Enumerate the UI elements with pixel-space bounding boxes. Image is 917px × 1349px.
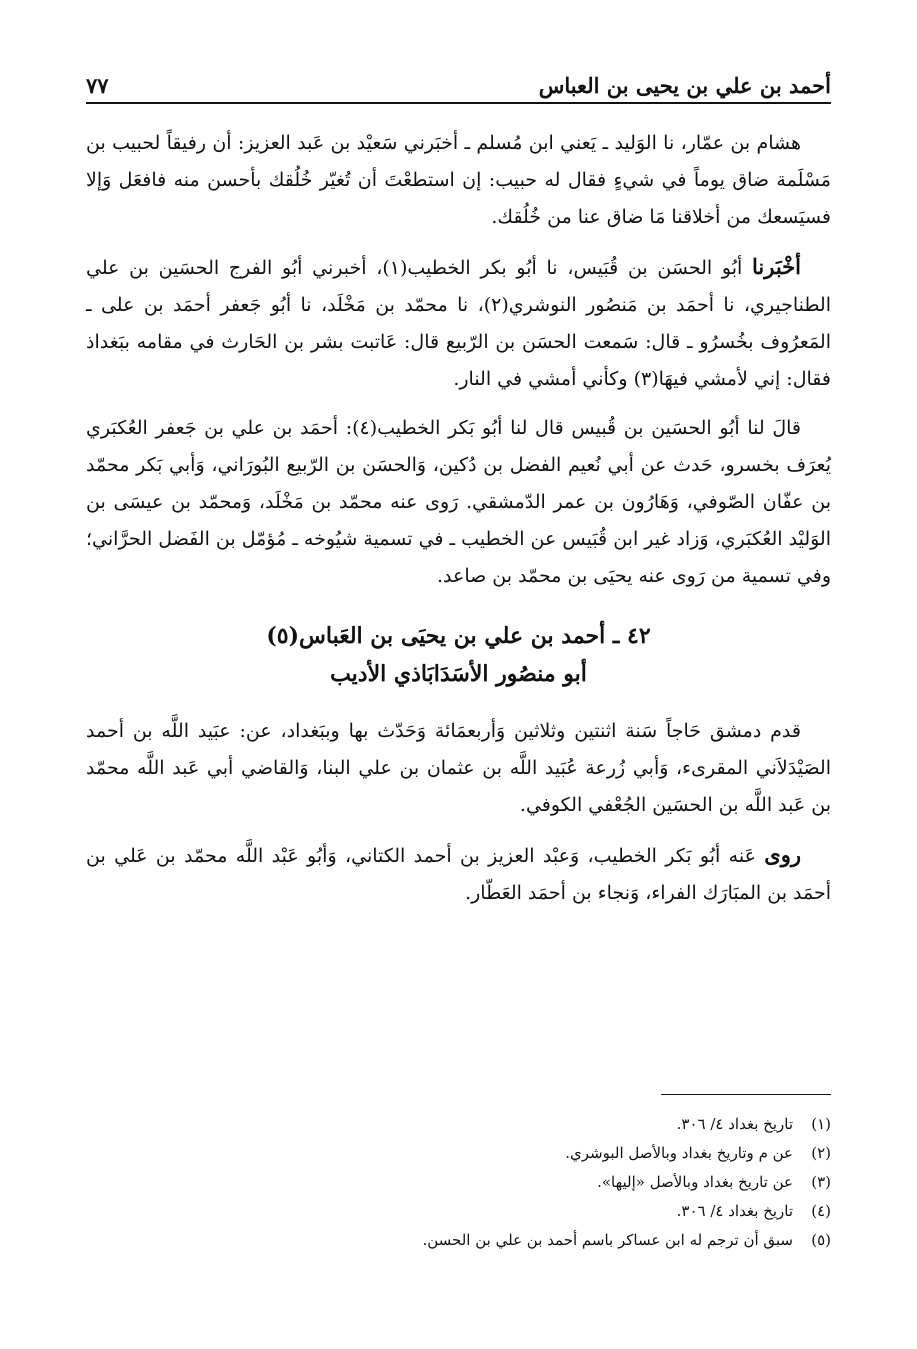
- footnote-text: عن تاريخ بغداد وبالأصل «إليها».: [597, 1173, 793, 1191]
- footnote: [86, 1168, 831, 1197]
- page-number: ٧٧: [86, 73, 109, 98]
- paragraph-text: قالَ لنا أبُو الحسَين بن قُبيس قال لنا أبُو بَكر الخطيب(٤): أحمَد بن علي بن جَعفر العُكبَري يُعرَف بخسرو، حَدث عن أبي نُعيم الفضل بن دُكين، وَالحسَن بن الرّبيع البُورَاني، وَأبي بَكر محمّد بن عفّان الصّوفي، وَهَارُون بن عمر الدّمشقي. رَوى عنه محمّد بن مَخْلَد، وَمحمّد بن عيسَى بن الوَليْد العُكبَري، وَزاد غير ابن قُبَيس عن الخطيب ـ في تسمية شيُوخه ـ مُؤمّل بن الفَضل الحرَّاني؛ وفي تسمية من رَوى عنه يحيَى بن محمّد بن صاعد.: [86, 417, 831, 587]
- footnote-text: تاريخ بغداد ٤/ ٣٠٦.: [676, 1202, 793, 1220]
- paragraph: [86, 410, 831, 595]
- footnote: [86, 1139, 831, 1168]
- entry-title: ٤٢ ـ أحمد بن علي بن يحيَى بن العَباس(٥): [266, 623, 651, 649]
- footnote-number: (٥): [811, 1231, 831, 1249]
- paragraph-lead: روى: [764, 842, 801, 867]
- paragraph: [86, 713, 831, 824]
- footnote-divider: [661, 1094, 831, 1095]
- paragraph-text: عَنه أبُو بَكر الخطيب، وَعبْد العزيز بن أحمد الكتاني، وَأبُو عَبْد اللَّه محمّد بن عَلي بن أحمَد بن المبَارَك الفراء، وَنجاء بن أحمَد العَطّار.: [86, 845, 831, 904]
- running-title: أحمد بن علي بن يحيى بن العباس: [538, 73, 831, 98]
- footnote-number: (٢): [811, 1144, 831, 1162]
- footnote: [86, 1110, 831, 1139]
- paragraph: [86, 248, 831, 398]
- entry-heading: [86, 617, 831, 693]
- paragraph-text: هشام بن عمّار، نا الوَليد ـ يَعني ابن مُسلم ـ أخبَرني سَعيْد بن عَبد العزيز: أن رفيقاً لحبيب بن مَسْلَمة ضاق يوماً في شيءٍ فقال له حبيب: إن استطعْتَ أن تُغيّر خُلُقك بأحسن منه فافعَل وَإلا فسيَسعك من أخلاقنا مَا ضاق عنا من خُلُقك.: [86, 132, 831, 228]
- footnote-number: (١): [811, 1115, 831, 1133]
- entry-subtitle: أبو منصُور الأسَدَابَاذي الأديب: [330, 661, 587, 687]
- page-header: [86, 58, 831, 104]
- paragraph: [86, 836, 831, 912]
- footnote: [86, 1226, 831, 1255]
- footnote-number: (٣): [811, 1173, 831, 1191]
- paragraph: [86, 125, 831, 236]
- footnote-text: عن م وتاريخ بغداد وبالأصل البوشري.: [565, 1144, 793, 1162]
- paragraph-text: أبُو الحسَن بن قُبَيس، نا أبُو بكر الخطيب(١)، أخبرني أبُو الفرج الحسَين بن علي الطناجيري، نا أحمَد بن مَنصُور النوشري(٢)، نا محمّد بن مَخْلَد، نا أبُو جَعفر أحمَد بن على ـ المَعرُوف بخُسرُو ـ قال: سَمعت الحسَن بن الرّبيع قال: عَاتبت بشر بن الحَارث في مقامه ببَغداذ فقال: إني لأمشي فيهَا(٣) وكأني أمشي في النار.: [86, 257, 831, 390]
- footnote: [86, 1197, 831, 1226]
- paragraph-lead: أخْبَرنا: [752, 254, 801, 279]
- page-body: [86, 125, 831, 924]
- paragraph-text: قدم دمشق حَاجاً سَنة اثنتين وثلاثين وَأربعمَائة وَحَدّث بها وببَغداد، عن: عبَيد اللَّه بن أحمد الصَيْدَلاَني المقرىء، وَأبي زُرعة عُبَيد اللَّه بن عثمان بن علي البنا، وَالقاضي أبي عَبد اللَّه محمّد بن عَبد اللَّه بن الحسَين الجُعْفي الكوفي.: [86, 720, 831, 816]
- footnote-text: تاريخ بغداد ٤/ ٣٠٦.: [676, 1115, 793, 1133]
- footnote-text: سبق أن ترجم له ابن عساكر باسم أحمد بن علي بن الحسن.: [422, 1231, 793, 1249]
- footnotes: [86, 1110, 831, 1255]
- footnote-number: (٤): [811, 1202, 831, 1220]
